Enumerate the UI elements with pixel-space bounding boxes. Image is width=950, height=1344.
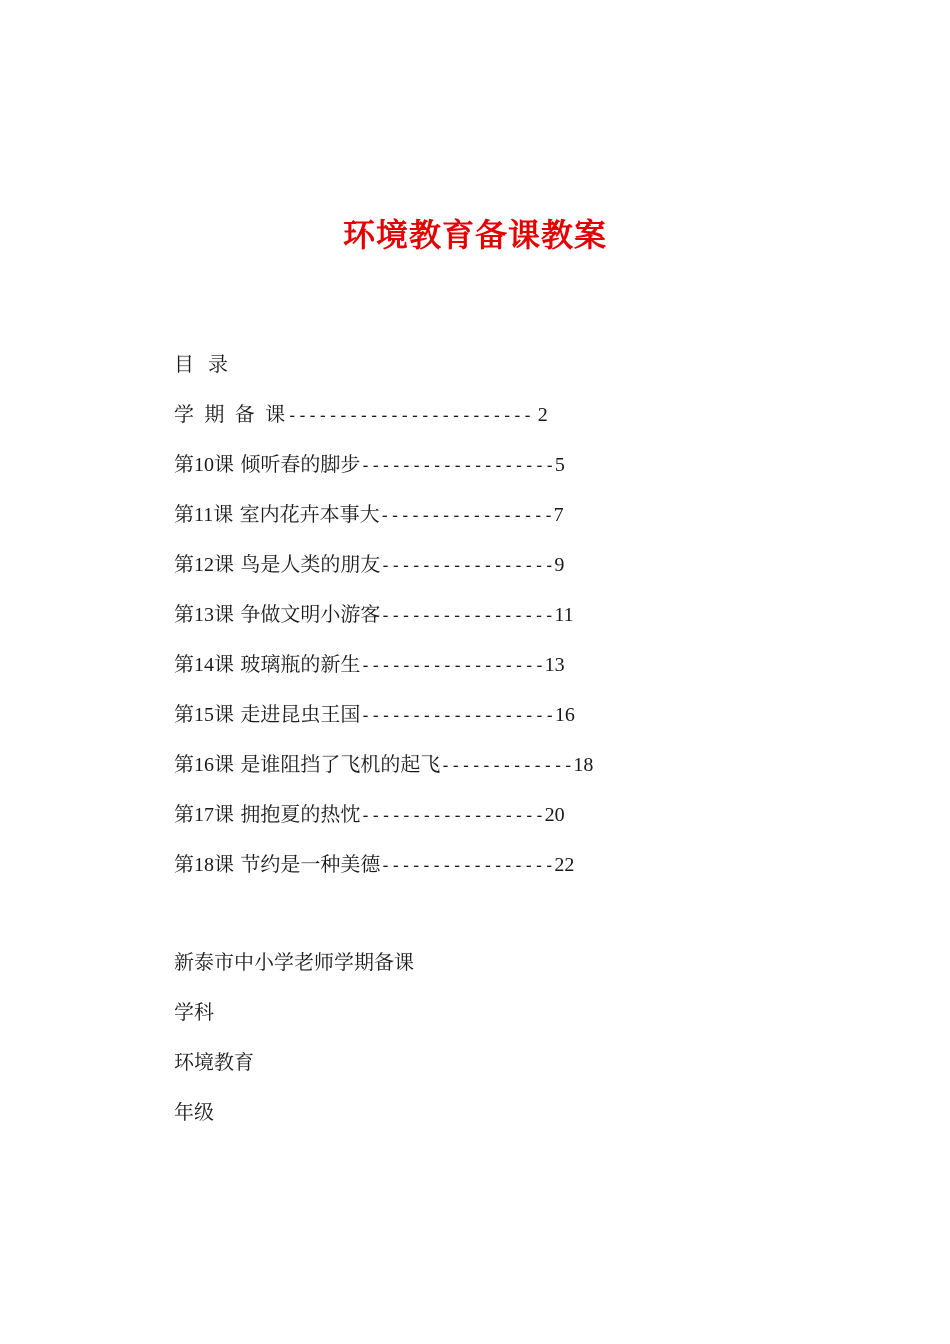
toc-leader: ------------------- bbox=[360, 456, 555, 476]
lesson-prefix: 第 bbox=[174, 552, 194, 576]
toc-entry-label: 学 期 备 课 bbox=[174, 402, 288, 426]
grade-label: 年级 bbox=[174, 1100, 214, 1124]
lesson-prefix: 第 bbox=[174, 702, 194, 726]
lesson-number: 12 bbox=[194, 554, 214, 576]
toc-entry bbox=[174, 648, 874, 698]
toc-entry bbox=[174, 698, 874, 748]
toc-page-number: 11 bbox=[554, 604, 574, 626]
lesson-name: 是谁阻挡了飞机的起飞 bbox=[240, 752, 441, 776]
toc-entry bbox=[174, 448, 874, 498]
toc-page-number: 16 bbox=[554, 704, 575, 726]
lesson-number: 17 bbox=[194, 804, 214, 826]
lesson-prefix: 第 bbox=[174, 502, 194, 526]
toc-leader: ------------- bbox=[440, 756, 574, 776]
lesson-suffix: 课 bbox=[214, 452, 234, 476]
toc-leader: ------------------------ bbox=[287, 406, 533, 426]
lesson-name: 鸟是人类的朋友 bbox=[240, 552, 381, 576]
lesson-suffix: 课 bbox=[214, 652, 234, 676]
toc-entry bbox=[174, 398, 874, 448]
document-info bbox=[174, 946, 874, 1146]
toc-leader: ----------------- bbox=[380, 556, 555, 576]
lesson-number: 10 bbox=[194, 454, 214, 476]
lesson-number: 16 bbox=[194, 754, 214, 776]
info-heading: 新泰市中小学老师学期备课 bbox=[174, 950, 414, 974]
lesson-suffix: 课 bbox=[214, 802, 234, 826]
lesson-number: 13 bbox=[194, 604, 214, 626]
toc-page-number: 5 bbox=[554, 454, 565, 476]
lesson-suffix: 课 bbox=[214, 852, 234, 876]
lesson-number: 15 bbox=[194, 704, 214, 726]
toc-heading: 目录 bbox=[174, 352, 242, 376]
toc-entry bbox=[174, 598, 874, 648]
lesson-name: 节约是一种美德 bbox=[240, 852, 381, 876]
toc-entry bbox=[174, 798, 874, 848]
toc-page-number: 9 bbox=[554, 554, 565, 576]
toc-page-number: 2 bbox=[532, 404, 548, 426]
document-title: 环境教育备课教案 bbox=[342, 216, 607, 254]
lesson-suffix: 课 bbox=[213, 502, 234, 526]
toc-page-number: 20 bbox=[544, 804, 565, 826]
lesson-number: 14 bbox=[194, 654, 214, 676]
lesson-suffix: 课 bbox=[214, 552, 234, 576]
toc-entry bbox=[174, 548, 874, 598]
toc-leader: ------------------ bbox=[360, 806, 545, 826]
lesson-prefix: 第 bbox=[174, 652, 194, 676]
lesson-prefix: 第 bbox=[174, 852, 194, 876]
toc-page-number: 18 bbox=[573, 754, 594, 776]
lesson-name: 争做文明小游客 bbox=[240, 602, 381, 626]
lesson-prefix: 第 bbox=[174, 602, 194, 626]
toc-leader: ----------------- bbox=[380, 856, 555, 876]
lesson-suffix: 课 bbox=[214, 752, 234, 776]
lesson-number: 11 bbox=[194, 504, 214, 526]
lesson-name: 走进昆虫王国 bbox=[240, 702, 361, 726]
toc-page-number: 13 bbox=[544, 654, 565, 676]
lesson-suffix: 课 bbox=[214, 702, 234, 726]
subject-value: 环境教育 bbox=[174, 1050, 254, 1074]
toc-leader: ------------------ bbox=[360, 656, 545, 676]
lesson-name: 倾听春的脚步 bbox=[240, 452, 361, 476]
toc-leader: ----------------- bbox=[380, 606, 555, 626]
toc-leader: ----------------- bbox=[379, 506, 554, 526]
lesson-name: 玻璃瓶的新生 bbox=[240, 652, 361, 676]
toc-entry bbox=[174, 848, 874, 898]
toc-leader: ------------------- bbox=[360, 706, 555, 726]
toc-entry bbox=[174, 498, 874, 548]
lesson-suffix: 课 bbox=[214, 602, 234, 626]
toc-page-number: 22 bbox=[554, 854, 575, 876]
lesson-prefix: 第 bbox=[174, 752, 194, 776]
lesson-prefix: 第 bbox=[174, 452, 194, 476]
subject-label: 学科 bbox=[174, 1000, 214, 1024]
lesson-name: 室内花卉本事大 bbox=[239, 502, 380, 526]
toc-page-number: 7 bbox=[553, 504, 564, 526]
lesson-name: 拥抱夏的热忱 bbox=[240, 802, 361, 826]
toc-entry bbox=[174, 748, 874, 798]
lesson-prefix: 第 bbox=[174, 802, 194, 826]
table-of-contents bbox=[174, 348, 874, 898]
lesson-number: 18 bbox=[194, 854, 214, 876]
